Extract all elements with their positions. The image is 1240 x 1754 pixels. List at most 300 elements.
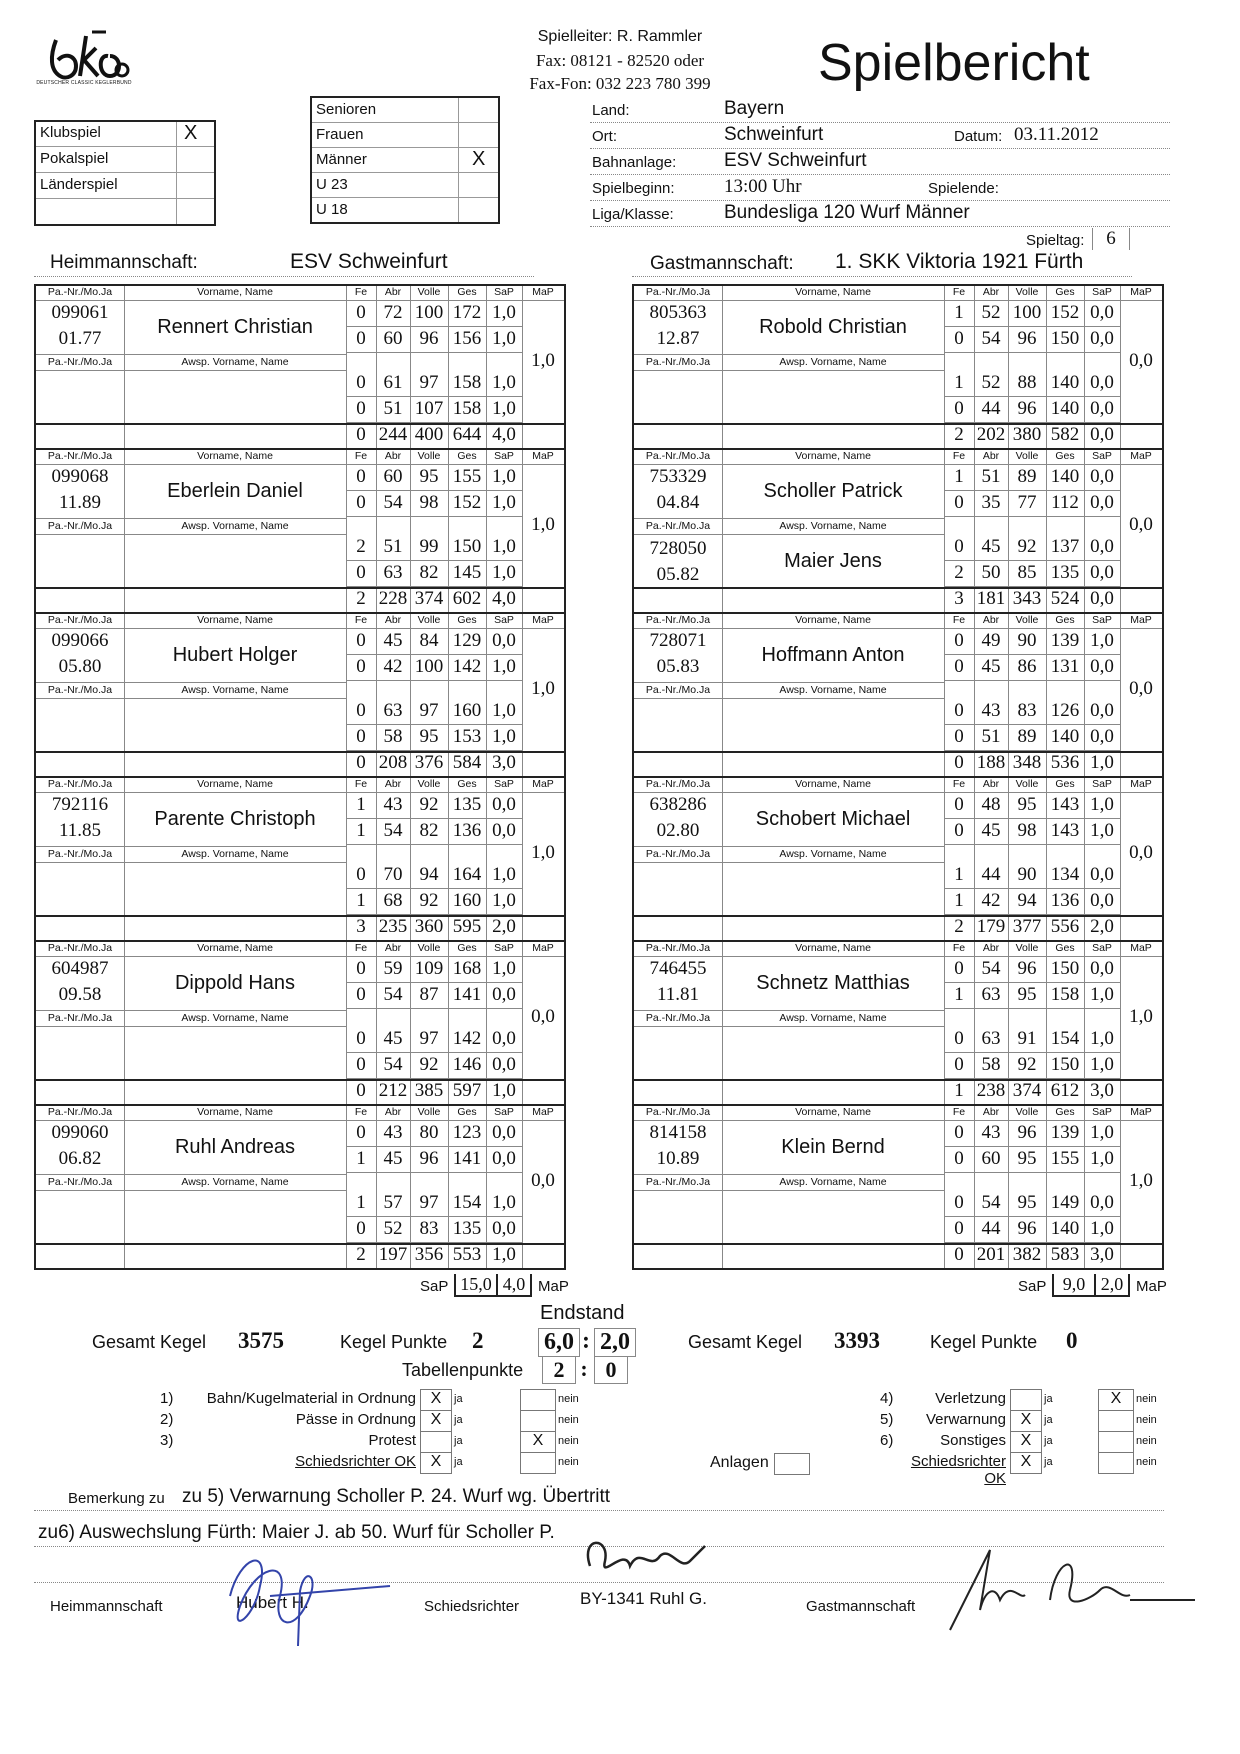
score-ges: 134 <box>1050 864 1080 885</box>
score-ges: 135 <box>452 794 482 815</box>
score-ges: 135 <box>1050 562 1080 583</box>
score-abr: 45 <box>383 1148 403 1169</box>
score-fe: 0 <box>356 726 366 747</box>
score-ges: 153 <box>452 726 482 747</box>
col-header-pnr: Pa.-Nr./Mo.Ja <box>645 778 711 790</box>
col-header-awsp: Awsp. Vorname, Name <box>181 520 289 532</box>
check-ja-box[interactable]: X <box>420 1410 452 1432</box>
total-sap: 2,0 <box>1090 916 1114 937</box>
score-ges: 142 <box>452 656 482 677</box>
type-label: Klubspiel <box>40 124 101 141</box>
col-header-ges: Ges <box>1055 942 1075 954</box>
score-sap: 0,0 <box>1090 302 1114 323</box>
score-abr: 60 <box>383 466 403 487</box>
player-block <box>632 612 1164 778</box>
ja-label: ja <box>1044 1456 1053 1468</box>
score-ges: 145 <box>452 562 482 583</box>
score-volle: 83 <box>1017 700 1037 721</box>
total-volle: 343 <box>1012 588 1042 609</box>
score-volle: 96 <box>1017 1122 1037 1143</box>
info-label: Bahnanlage: <box>592 154 677 171</box>
guest-punkte-label: Kegel Punkte <box>930 1332 1038 1352</box>
check-label: Verwarnung <box>925 1411 1006 1428</box>
nein-label: nein <box>558 1456 579 1468</box>
score-abr: 49 <box>981 630 1001 651</box>
nein-label: nein <box>1136 1393 1157 1405</box>
total-fe: 3 <box>954 588 964 609</box>
col-header-map: MaP <box>1130 942 1152 954</box>
col-header-pnr: Pa.-Nr./Mo.Ja <box>47 1012 113 1024</box>
score-ges: 126 <box>1050 700 1080 721</box>
col-header-pnr: Pa.-Nr./Mo.Ja <box>47 942 113 954</box>
player-pass-number: 099060 <box>51 1122 109 1143</box>
check-ja-box[interactable]: X <box>1010 1431 1042 1453</box>
score-fe: 1 <box>356 890 366 911</box>
player-month-year: 05.80 <box>58 656 102 677</box>
type-label: Pokalspiel <box>40 150 109 167</box>
col-header-volle: Volle <box>1015 450 1039 462</box>
score-fe: 1 <box>954 864 964 885</box>
total-volle: 377 <box>1012 916 1042 937</box>
score-volle: 80 <box>419 1122 439 1143</box>
score-sap: 0,0 <box>1090 492 1114 513</box>
score-abr: 44 <box>981 864 1001 885</box>
score-ges: 140 <box>1050 726 1080 747</box>
check-nein-box[interactable]: X <box>1098 1389 1134 1411</box>
score-sap: 0,0 <box>492 630 516 651</box>
player-block <box>632 284 1164 450</box>
class-label: Männer <box>316 151 367 168</box>
col-header-pnr: Pa.-Nr./Mo.Ja <box>47 848 113 860</box>
col-header-pnr: Pa.-Nr./Mo.Ja <box>645 450 711 462</box>
col-header-fe: Fe <box>952 450 966 462</box>
score-volle: 90 <box>1017 630 1037 651</box>
total-fe: 2 <box>954 916 964 937</box>
col-header-ges: Ges <box>1055 1106 1075 1118</box>
col-header-awsp: Awsp. Vorname, Name <box>181 1176 289 1188</box>
col-header-abr: Abr <box>982 1106 1000 1118</box>
type-label: Länderspiel <box>40 176 118 193</box>
score-volle: 89 <box>1017 726 1037 747</box>
col-header-name: Vorname, Name <box>795 1106 871 1118</box>
score-fe: 1 <box>356 820 366 841</box>
score-fe: 0 <box>356 1218 366 1239</box>
score-abr: 45 <box>383 630 403 651</box>
row-divider <box>312 147 498 148</box>
check-number: 5) <box>880 1411 894 1428</box>
score-fe: 0 <box>356 398 366 419</box>
info-value: Bundesliga 120 Wurf Männer <box>724 202 970 223</box>
sap-sum: 15,0 <box>454 1274 498 1297</box>
score-abr: 54 <box>981 328 1001 349</box>
player-map: 0,0 <box>531 1006 555 1027</box>
col-header-awsp: Awsp. Vorname, Name <box>181 1012 289 1024</box>
col-header-volle: Volle <box>417 450 441 462</box>
score-sap: 1,0 <box>492 958 516 979</box>
total-ges: 644 <box>452 424 482 445</box>
player-pass-number: 099061 <box>51 302 109 323</box>
score-abr: 54 <box>383 984 403 1005</box>
col-header-name: Vorname, Name <box>795 942 871 954</box>
score-volle: 96 <box>419 328 439 349</box>
total-ges: 597 <box>452 1080 482 1101</box>
check-nein-box[interactable] <box>520 1410 556 1432</box>
player-name: Hubert Holger <box>172 644 298 666</box>
score-volle: 94 <box>1017 890 1037 911</box>
col-header-fe: Fe <box>354 286 368 298</box>
total-abr: 212 <box>378 1080 408 1101</box>
col-header-ges: Ges <box>1055 614 1075 626</box>
total-fe: 3 <box>356 916 366 937</box>
check-label: Pässe in Ordnung <box>295 1411 416 1428</box>
total-sap: 3,0 <box>492 752 516 773</box>
score-volle: 91 <box>1017 1028 1037 1049</box>
score-sap: 1,0 <box>492 492 516 513</box>
check-ja-box[interactable] <box>1010 1389 1042 1411</box>
heim-name: ESV Schweinfurt <box>290 250 448 273</box>
info-underline <box>590 148 1170 149</box>
nein-label: nein <box>1136 1456 1157 1468</box>
row-divider <box>312 197 498 198</box>
col-header-abr: Abr <box>384 942 402 954</box>
score-fe: 0 <box>356 372 366 393</box>
col-header-name: Vorname, Name <box>197 614 273 626</box>
score-fe: 1 <box>954 466 964 487</box>
ja-label: ja <box>1044 1435 1053 1447</box>
score-ges: 141 <box>452 984 482 1005</box>
dkbc-logo <box>36 30 132 92</box>
score-ges: 158 <box>452 398 482 419</box>
player-pass-number: 604987 <box>51 958 109 979</box>
score-sap: 0,0 <box>1090 398 1114 419</box>
score-abr: 45 <box>981 536 1001 557</box>
total-ges: 582 <box>1050 424 1080 445</box>
check-ja-box[interactable]: X <box>420 1389 452 1411</box>
score-sap: 1,0 <box>492 536 516 557</box>
col-header-pnr: Pa.-Nr./Mo.Ja <box>645 614 711 626</box>
player-pass-number: 805363 <box>649 302 707 323</box>
player-pass-number: 753329 <box>649 466 707 487</box>
total-volle: 348 <box>1012 752 1042 773</box>
score-fe: 0 <box>954 820 964 841</box>
check-nein-box[interactable] <box>1098 1452 1134 1474</box>
col-header-pnr: Pa.-Nr./Mo.Ja <box>645 848 711 860</box>
bemerkung-line-2: zu6) Auswechslung Fürth: Maier J. ab 50. Wurf für Scholler P. <box>38 1522 555 1543</box>
score-abr: 54 <box>981 1192 1001 1213</box>
check-nein-box[interactable] <box>520 1452 556 1474</box>
score-volle: 87 <box>419 984 439 1005</box>
score-abr: 58 <box>981 1054 1001 1075</box>
score-ges: 143 <box>1050 794 1080 815</box>
col-header-sap: SaP <box>1092 614 1112 626</box>
score-fe: 0 <box>954 492 964 513</box>
player-map: 0,0 <box>1129 514 1153 535</box>
sap-sum-label: SaP <box>1018 1278 1047 1295</box>
col-header-sap: SaP <box>1092 450 1112 462</box>
score-volle: 77 <box>1017 492 1037 513</box>
col-header-name: Vorname, Name <box>197 286 273 298</box>
player-block <box>34 448 566 614</box>
score-sap: 0,0 <box>492 1054 516 1075</box>
col-header-volle: Volle <box>1015 778 1039 790</box>
col-header-abr: Abr <box>982 286 1000 298</box>
info-value: ESV Schweinfurt <box>724 150 867 171</box>
ende-label: Spielende: <box>928 180 999 197</box>
check-label: Schiedsrichter OK <box>295 1453 416 1470</box>
col-header-volle: Volle <box>1015 286 1039 298</box>
col-header-map: MaP <box>532 1106 554 1118</box>
gast-name: 1. SKK Viktoria 1921 Fürth <box>835 250 1084 273</box>
col-header-pnr: Pa.-Nr./Mo.Ja <box>47 1106 113 1118</box>
col-header-fe: Fe <box>354 1106 368 1118</box>
player-name: Robold Christian <box>759 316 907 338</box>
col-header-sap: SaP <box>1092 1106 1112 1118</box>
player-pass-number: 099068 <box>51 466 109 487</box>
score-abr: 51 <box>981 726 1001 747</box>
score-volle: 89 <box>1017 466 1037 487</box>
player-block <box>632 448 1164 614</box>
col-header-fe: Fe <box>354 778 368 790</box>
spielleiter: Spielleiter: R. Rammler <box>537 28 703 45</box>
col-header-abr: Abr <box>384 1106 402 1118</box>
player-pass-number: 814158 <box>649 1122 707 1143</box>
score-abr: 44 <box>981 1218 1001 1239</box>
col-header-awsp: Awsp. Vorname, Name <box>181 356 289 368</box>
check-nein-box[interactable] <box>1098 1410 1134 1432</box>
score-ges: 164 <box>452 864 482 885</box>
player-block <box>34 284 566 450</box>
score-ges: 136 <box>452 820 482 841</box>
score-abr: 50 <box>981 562 1001 583</box>
page-title: Spielbericht <box>818 34 1090 92</box>
score-volle: 84 <box>419 630 439 651</box>
home-gesamt-kegel: 3575 <box>238 1328 284 1353</box>
sap-sum: 9,0 <box>1052 1274 1096 1297</box>
ja-label: ja <box>454 1456 463 1468</box>
check-label: Protest <box>368 1432 416 1449</box>
score-ges: 137 <box>1050 536 1080 557</box>
total-sap: 4,0 <box>492 424 516 445</box>
score-fe: 0 <box>954 656 964 677</box>
total-sap: 0,0 <box>1090 588 1114 609</box>
player-map: 1,0 <box>531 350 555 371</box>
score-ges: 140 <box>1050 1218 1080 1239</box>
player-pass-number: 792116 <box>51 794 109 815</box>
total-fe: 2 <box>954 424 964 445</box>
referee-signature <box>570 1526 730 1596</box>
nein-label: nein <box>1136 1435 1157 1447</box>
check-ja-box[interactable]: X <box>420 1452 452 1474</box>
col-header-awsp: Awsp. Vorname, Name <box>181 848 289 860</box>
player-map: 1,0 <box>1129 1006 1153 1027</box>
player-month-year: 11.89 <box>58 492 102 513</box>
check-nein-box[interactable]: X <box>520 1431 556 1453</box>
col-header-ges: Ges <box>1055 778 1075 790</box>
score-sap: 0,0 <box>1090 466 1114 487</box>
col-header-abr: Abr <box>384 778 402 790</box>
score-volle: 95 <box>1017 794 1037 815</box>
nein-label: nein <box>558 1393 579 1405</box>
score-ges: 154 <box>1050 1028 1080 1049</box>
score-fe: 0 <box>954 536 964 557</box>
col-header-fe: Fe <box>952 286 966 298</box>
col-header-pnr: Pa.-Nr./Mo.Ja <box>47 684 113 696</box>
info-label: Spielbeginn: <box>592 180 675 197</box>
score-volle: 82 <box>419 820 439 841</box>
row-divider <box>36 146 214 147</box>
score-volle: 92 <box>1017 536 1037 557</box>
score-volle: 86 <box>1017 656 1037 677</box>
player-block <box>34 776 566 942</box>
score-fe: 0 <box>954 1192 964 1213</box>
score-volle: 92 <box>419 794 439 815</box>
sap-sum-label: SaP <box>420 1278 449 1295</box>
score-ges: 155 <box>1050 1148 1080 1169</box>
score-abr: 45 <box>981 656 1001 677</box>
score-fe: 0 <box>954 630 964 651</box>
bemerkung-label: Bemerkung zu <box>68 1490 165 1507</box>
score-ges: 129 <box>452 630 482 651</box>
total-sap: 1,0 <box>492 1080 516 1101</box>
info-value: Schweinfurt <box>724 124 824 145</box>
col-header-abr: Abr <box>982 778 1000 790</box>
score-fe: 0 <box>954 726 964 747</box>
score-sap: 1,0 <box>1090 630 1114 651</box>
score-abr: 63 <box>383 562 403 583</box>
total-fe: 0 <box>356 752 366 773</box>
score-volle: 94 <box>419 864 439 885</box>
score-abr: 42 <box>981 890 1001 911</box>
col-header-fe: Fe <box>952 942 966 954</box>
check-nein-box[interactable] <box>1098 1431 1134 1453</box>
score-fe: 1 <box>954 890 964 911</box>
score-ges: 155 <box>452 466 482 487</box>
score-volle: 96 <box>1017 1218 1037 1239</box>
score-fe: 0 <box>356 492 366 513</box>
score-volle: 95 <box>419 466 439 487</box>
col-header-map: MaP <box>1130 778 1152 790</box>
score-ges: 140 <box>1050 398 1080 419</box>
col-header-pnr: Pa.-Nr./Mo.Ja <box>47 1176 113 1188</box>
col-header-volle: Volle <box>1015 942 1039 954</box>
total-volle: 385 <box>414 1080 444 1101</box>
map-sum: 4,0 <box>496 1274 532 1297</box>
score-sap: 0,0 <box>492 820 516 841</box>
score-fe: 1 <box>356 1148 366 1169</box>
home-punkte-label: Kegel Punkte <box>340 1332 448 1352</box>
col-header-pnr: Pa.-Nr./Mo.Ja <box>645 942 711 954</box>
score-sap: 0,0 <box>1090 656 1114 677</box>
sub-month-year: 05.82 <box>656 564 700 585</box>
score-sap: 0,0 <box>1090 372 1114 393</box>
score-fe: 2 <box>356 536 366 557</box>
endstand-home: 6,0 <box>538 1328 580 1357</box>
score-volle: 109 <box>414 958 444 979</box>
col-header-sap: SaP <box>1092 778 1112 790</box>
total-volle: 360 <box>414 916 444 937</box>
sig-schiri-name: BY-1341 Ruhl G. <box>580 1589 707 1608</box>
score-volle: 100 <box>1012 302 1042 323</box>
score-ges: 139 <box>1050 630 1080 651</box>
score-ges: 154 <box>452 1192 482 1213</box>
score-sap: 1,0 <box>492 656 516 677</box>
col-header-sap: SaP <box>494 614 514 626</box>
total-volle: 376 <box>414 752 444 773</box>
heim-label: Heimmannschaft: <box>50 252 198 273</box>
col-header-pnr: Pa.-Nr./Mo.Ja <box>645 684 711 696</box>
score-fe: 0 <box>356 984 366 1005</box>
sig-heim-name: Hubert H. <box>236 1593 309 1612</box>
col-header-pnr: Pa.-Nr./Mo.Ja <box>47 286 113 298</box>
sig-heim-label: Heimmannschaft <box>50 1598 163 1615</box>
score-ges: 140 <box>1050 372 1080 393</box>
col-header-fe: Fe <box>354 450 368 462</box>
sig-gast-label: Gastmannschaft <box>806 1598 916 1615</box>
score-volle: 82 <box>419 562 439 583</box>
player-month-year: 11.85 <box>58 820 102 841</box>
player-map: 0,0 <box>1129 350 1153 371</box>
col-header-sap: SaP <box>494 778 514 790</box>
info-value: 13:00 Uhr <box>724 176 802 197</box>
score-volle: 96 <box>1017 328 1037 349</box>
check-nein-box[interactable] <box>520 1389 556 1411</box>
score-sap: 0,0 <box>1090 562 1114 583</box>
score-sap: 0,0 <box>1090 726 1114 747</box>
check-ja-box[interactable]: X <box>1010 1410 1042 1432</box>
score-sap: 0,0 <box>492 1148 516 1169</box>
score-fe: 0 <box>954 1148 964 1169</box>
score-sap: 0,0 <box>1090 958 1114 979</box>
score-abr: 54 <box>383 492 403 513</box>
total-sap: 2,0 <box>492 916 516 937</box>
score-sap: 1,0 <box>492 398 516 419</box>
class-label: Senioren <box>316 101 377 118</box>
total-volle: 382 <box>1012 1244 1042 1265</box>
class-label: U 23 <box>316 176 348 193</box>
score-abr: 63 <box>383 700 403 721</box>
total-abr: 197 <box>378 1244 408 1265</box>
col-header-volle: Volle <box>417 286 441 298</box>
score-volle: 96 <box>419 1148 439 1169</box>
total-abr: 202 <box>976 424 1006 445</box>
home-kegel-punkte: 2 <box>472 1328 484 1353</box>
col-header-volle: Volle <box>417 614 441 626</box>
guest-gesamt-kegel: 3393 <box>834 1328 880 1353</box>
check-label: Sonstiges <box>940 1432 1006 1449</box>
col-header-volle: Volle <box>417 942 441 954</box>
col-header-awsp: Awsp. Vorname, Name <box>181 684 289 696</box>
endstand-label: Endstand <box>540 1302 625 1324</box>
endstand-guest: 2,0 <box>594 1328 636 1357</box>
total-volle: 374 <box>414 588 444 609</box>
check-ja-box[interactable] <box>420 1431 452 1453</box>
nein-label: nein <box>558 1435 579 1447</box>
score-ges: 150 <box>1050 328 1080 349</box>
col-header-pnr: Pa.-Nr./Mo.Ja <box>645 1012 711 1024</box>
player-block <box>632 776 1164 942</box>
col-header-name: Vorname, Name <box>197 778 273 790</box>
check-ja-box[interactable]: X <box>1010 1452 1042 1474</box>
col-header-fe: Fe <box>354 614 368 626</box>
col-header-awsp: Awsp. Vorname, Name <box>779 1176 887 1188</box>
score-ges: 160 <box>452 700 482 721</box>
score-volle: 95 <box>1017 984 1037 1005</box>
col-header-sap: SaP <box>1092 942 1112 954</box>
check-label: Verletzung <box>935 1390 1006 1407</box>
score-sap: 0,0 <box>492 1122 516 1143</box>
col-header-fe: Fe <box>354 942 368 954</box>
score-abr: 48 <box>981 794 1001 815</box>
